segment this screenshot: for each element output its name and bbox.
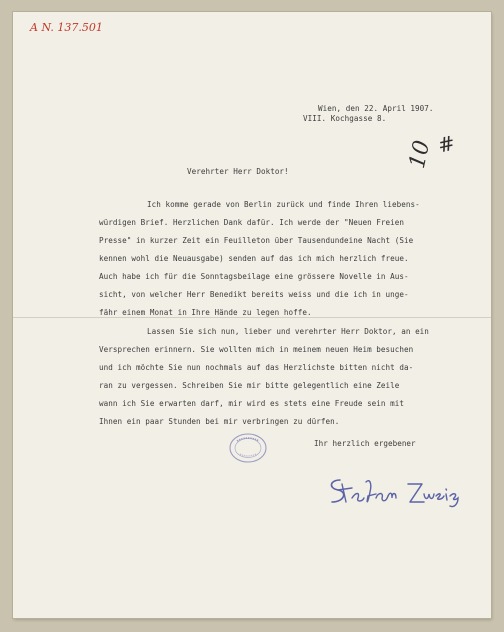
pencil-number: 10 (404, 138, 436, 171)
body-line-7: fähr einem Monat in Ihre Hände zu legen hoffe. (99, 308, 312, 317)
pencil-hash: # (435, 130, 458, 158)
signature-stefan-zweig (326, 474, 462, 508)
body-line-13: Ihnen ein paar Stunden bei mir verbringen zu dürfen. (99, 417, 340, 426)
archive-number: A N. 137.501 (30, 21, 103, 34)
body-line-6: sicht, von welcher Herr Benedikt bereits weiss und die ich in unge- (99, 290, 409, 299)
body-line-4: kennen wohl die Neuausgabe) senden auf das ich mich herzlich freue. (99, 254, 409, 263)
date-line: Wien, den 22. April 1907. (318, 104, 434, 113)
closing: Ihr herzlich ergebener (314, 439, 416, 448)
body-line-2: würdigen Brief. Herzlichen Dank dafür. Ich werde der "Neuen Freien (99, 218, 405, 227)
salutation: Verehrter Herr Doktor! (187, 167, 289, 176)
body-line-9: Versprechen erinnern. Sie wollten mich in meinem neuen Heim besuchen (99, 345, 414, 354)
body-line-8: Lassen Sie sich nun, lieber und verehrter Herr Doktor, an ein (147, 327, 429, 336)
address-line: VIII. Kochgasse 8. (303, 114, 387, 123)
body-line-10: und ich möchte Sie nun nochmals auf das Herzlichste bitten nicht da- (99, 363, 414, 372)
fold-line (13, 317, 491, 318)
body-line-3: Presse" in kurzer Zeit ein Feuilleton über Tausendundeine Nacht (Sie (99, 236, 414, 245)
library-stamp-icon (228, 432, 268, 464)
body-line-5: Auch habe ich für die Sonntagsbeilage eine grössere Novelle in Aus- (99, 272, 409, 281)
body-line-11: ran zu vergessen. Schreiben Sie mir bitte gelegentlich eine Zeile (99, 381, 400, 390)
body-line-12: wann ich Sie erwarten darf, mir wird es stets eine Freude sein mit (99, 399, 405, 408)
body-line-1: Ich komme gerade von Berlin zurück und finde Ihren liebens- (147, 200, 420, 209)
